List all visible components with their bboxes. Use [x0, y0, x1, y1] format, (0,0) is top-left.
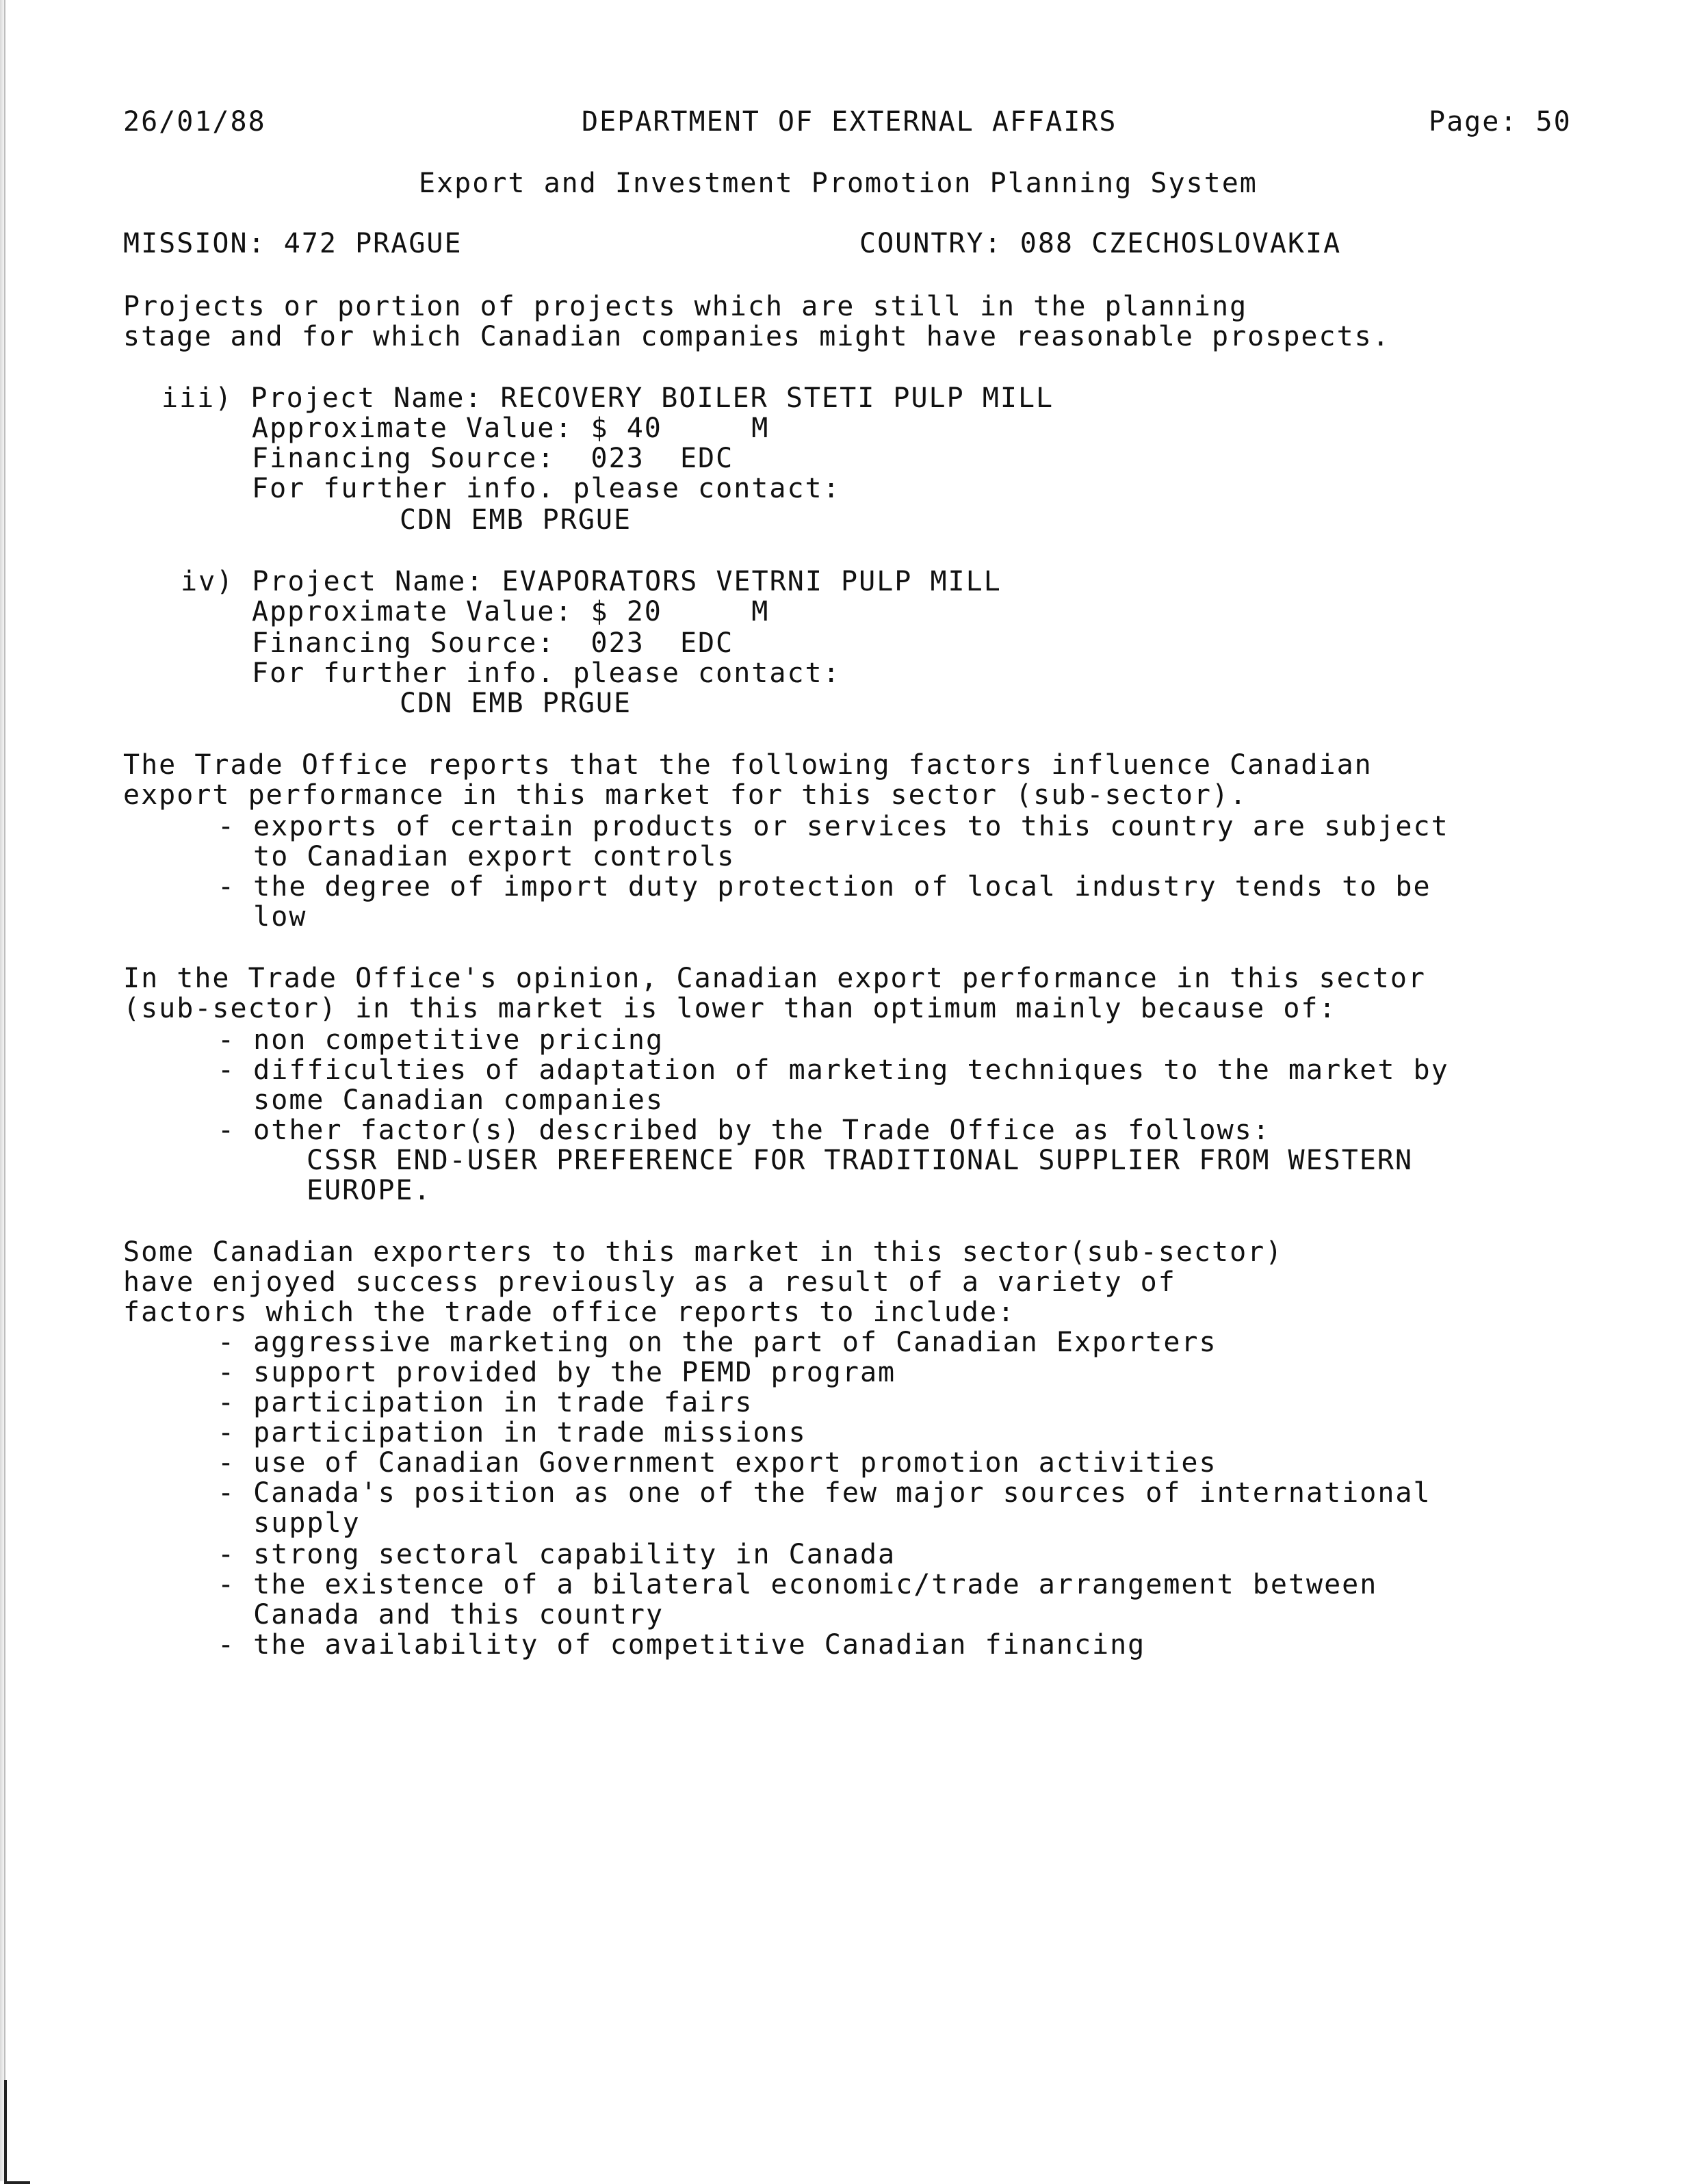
note-line: CSSR END-USER PREFERENCE FOR TRADITIONAL SUPPLIER FROM WESTERN [307, 1145, 1414, 1176]
bullet-item: supply [218, 1507, 361, 1539]
mission-label: MISSION: 472 PRAGUE [123, 228, 463, 259]
bullet-item: - Canada's position as one of the few major sources of international [218, 1477, 1431, 1509]
scan-edge [0, 0, 5, 2181]
bullet-item: - exports of certain products or services to this country are subject [218, 811, 1449, 842]
bullet-item: - other factor(s) described by the Trade Office as follows: [218, 1115, 1271, 1146]
project-financing: Financing Source: 023 EDC [252, 443, 734, 474]
project-value: Approximate Value: $ 20 M [252, 596, 770, 627]
paragraph-line: Some Canadian exporters to this market in this sector(sub-sector) [123, 1236, 1284, 1268]
project-contact: CDN EMB PRGUE [400, 504, 632, 536]
intro-line: stage and for which Canadian companies might have reasonable prospects. [123, 321, 1390, 352]
paragraph-line: export performance in this market for this sector (sub-sector). [123, 779, 1248, 811]
paragraph-line: The Trade Office reports that the following factors influence Canadian [123, 749, 1373, 781]
project-value: Approximate Value: $ 40 M [252, 413, 770, 444]
paragraph-line: (sub-sector) in this market is lower than optimum mainly because of: [123, 993, 1337, 1024]
bullet-item: Canada and this country [218, 1599, 664, 1630]
bullet-item: - the availability of competitive Canadian financing [218, 1629, 1146, 1661]
intro-line: Projects or portion of projects which are still in the planning [123, 291, 1248, 322]
bullet-item: - participation in trade missions [218, 1417, 807, 1448]
paragraph-line: factors which the trade office reports to include: [123, 1297, 1016, 1328]
bullet-item: - difficulties of adaptation of marketing techniques to the market by [218, 1054, 1449, 1086]
bullet-item: to Canadian export controls [218, 841, 736, 872]
paragraph-line: have enjoyed success previously as a result of a variety of [123, 1266, 1176, 1298]
bullet-item: - the degree of import duty protection of local industry tends to be [218, 871, 1431, 902]
project-contact-label: For further info. please contact: [252, 473, 841, 504]
bullet-item: - the existence of a bilateral economic/trade arrangement between [218, 1569, 1378, 1600]
bullet-item: - support provided by the PEMD program [218, 1357, 896, 1388]
bullet-item: - participation in trade fairs [218, 1387, 753, 1418]
report-date: 26/01/88 [123, 106, 266, 138]
bullet-item: low [218, 901, 307, 933]
department-title: DEPARTMENT OF EXTERNAL AFFAIRS [582, 106, 1117, 138]
project-name: iii) Project Name: RECOVERY BOILER STETI PULP MILL [161, 382, 1054, 414]
system-title: Export and Investment Promotion Planning System [419, 168, 1258, 199]
note-line: EUROPE. [307, 1175, 432, 1206]
scan-mark [4, 2080, 30, 2184]
project-financing: Financing Source: 023 EDC [252, 627, 734, 659]
bullet-item: - aggressive marketing on the part of Canadian Exporters [218, 1327, 1217, 1358]
bullet-item: - strong sectoral capability in Canada [218, 1539, 896, 1570]
bullet-item: some Canadian companies [218, 1084, 664, 1116]
project-contact-label: For further info. please contact: [252, 658, 841, 689]
project-name: iv) Project Name: EVAPORATORS VETRNI PULP MILL [181, 566, 1002, 597]
paragraph-line: In the Trade Office's opinion, Canadian export performance in this sector [123, 963, 1426, 994]
country-label: COUNTRY: 088 CZECHOSLOVAKIA [859, 228, 1342, 259]
bullet-item: - non competitive pricing [218, 1024, 664, 1056]
page-number: Page: 50 [1429, 106, 1572, 138]
bullet-item: - use of Canadian Government export promotion activities [218, 1447, 1217, 1479]
project-contact: CDN EMB PRGUE [400, 688, 632, 719]
